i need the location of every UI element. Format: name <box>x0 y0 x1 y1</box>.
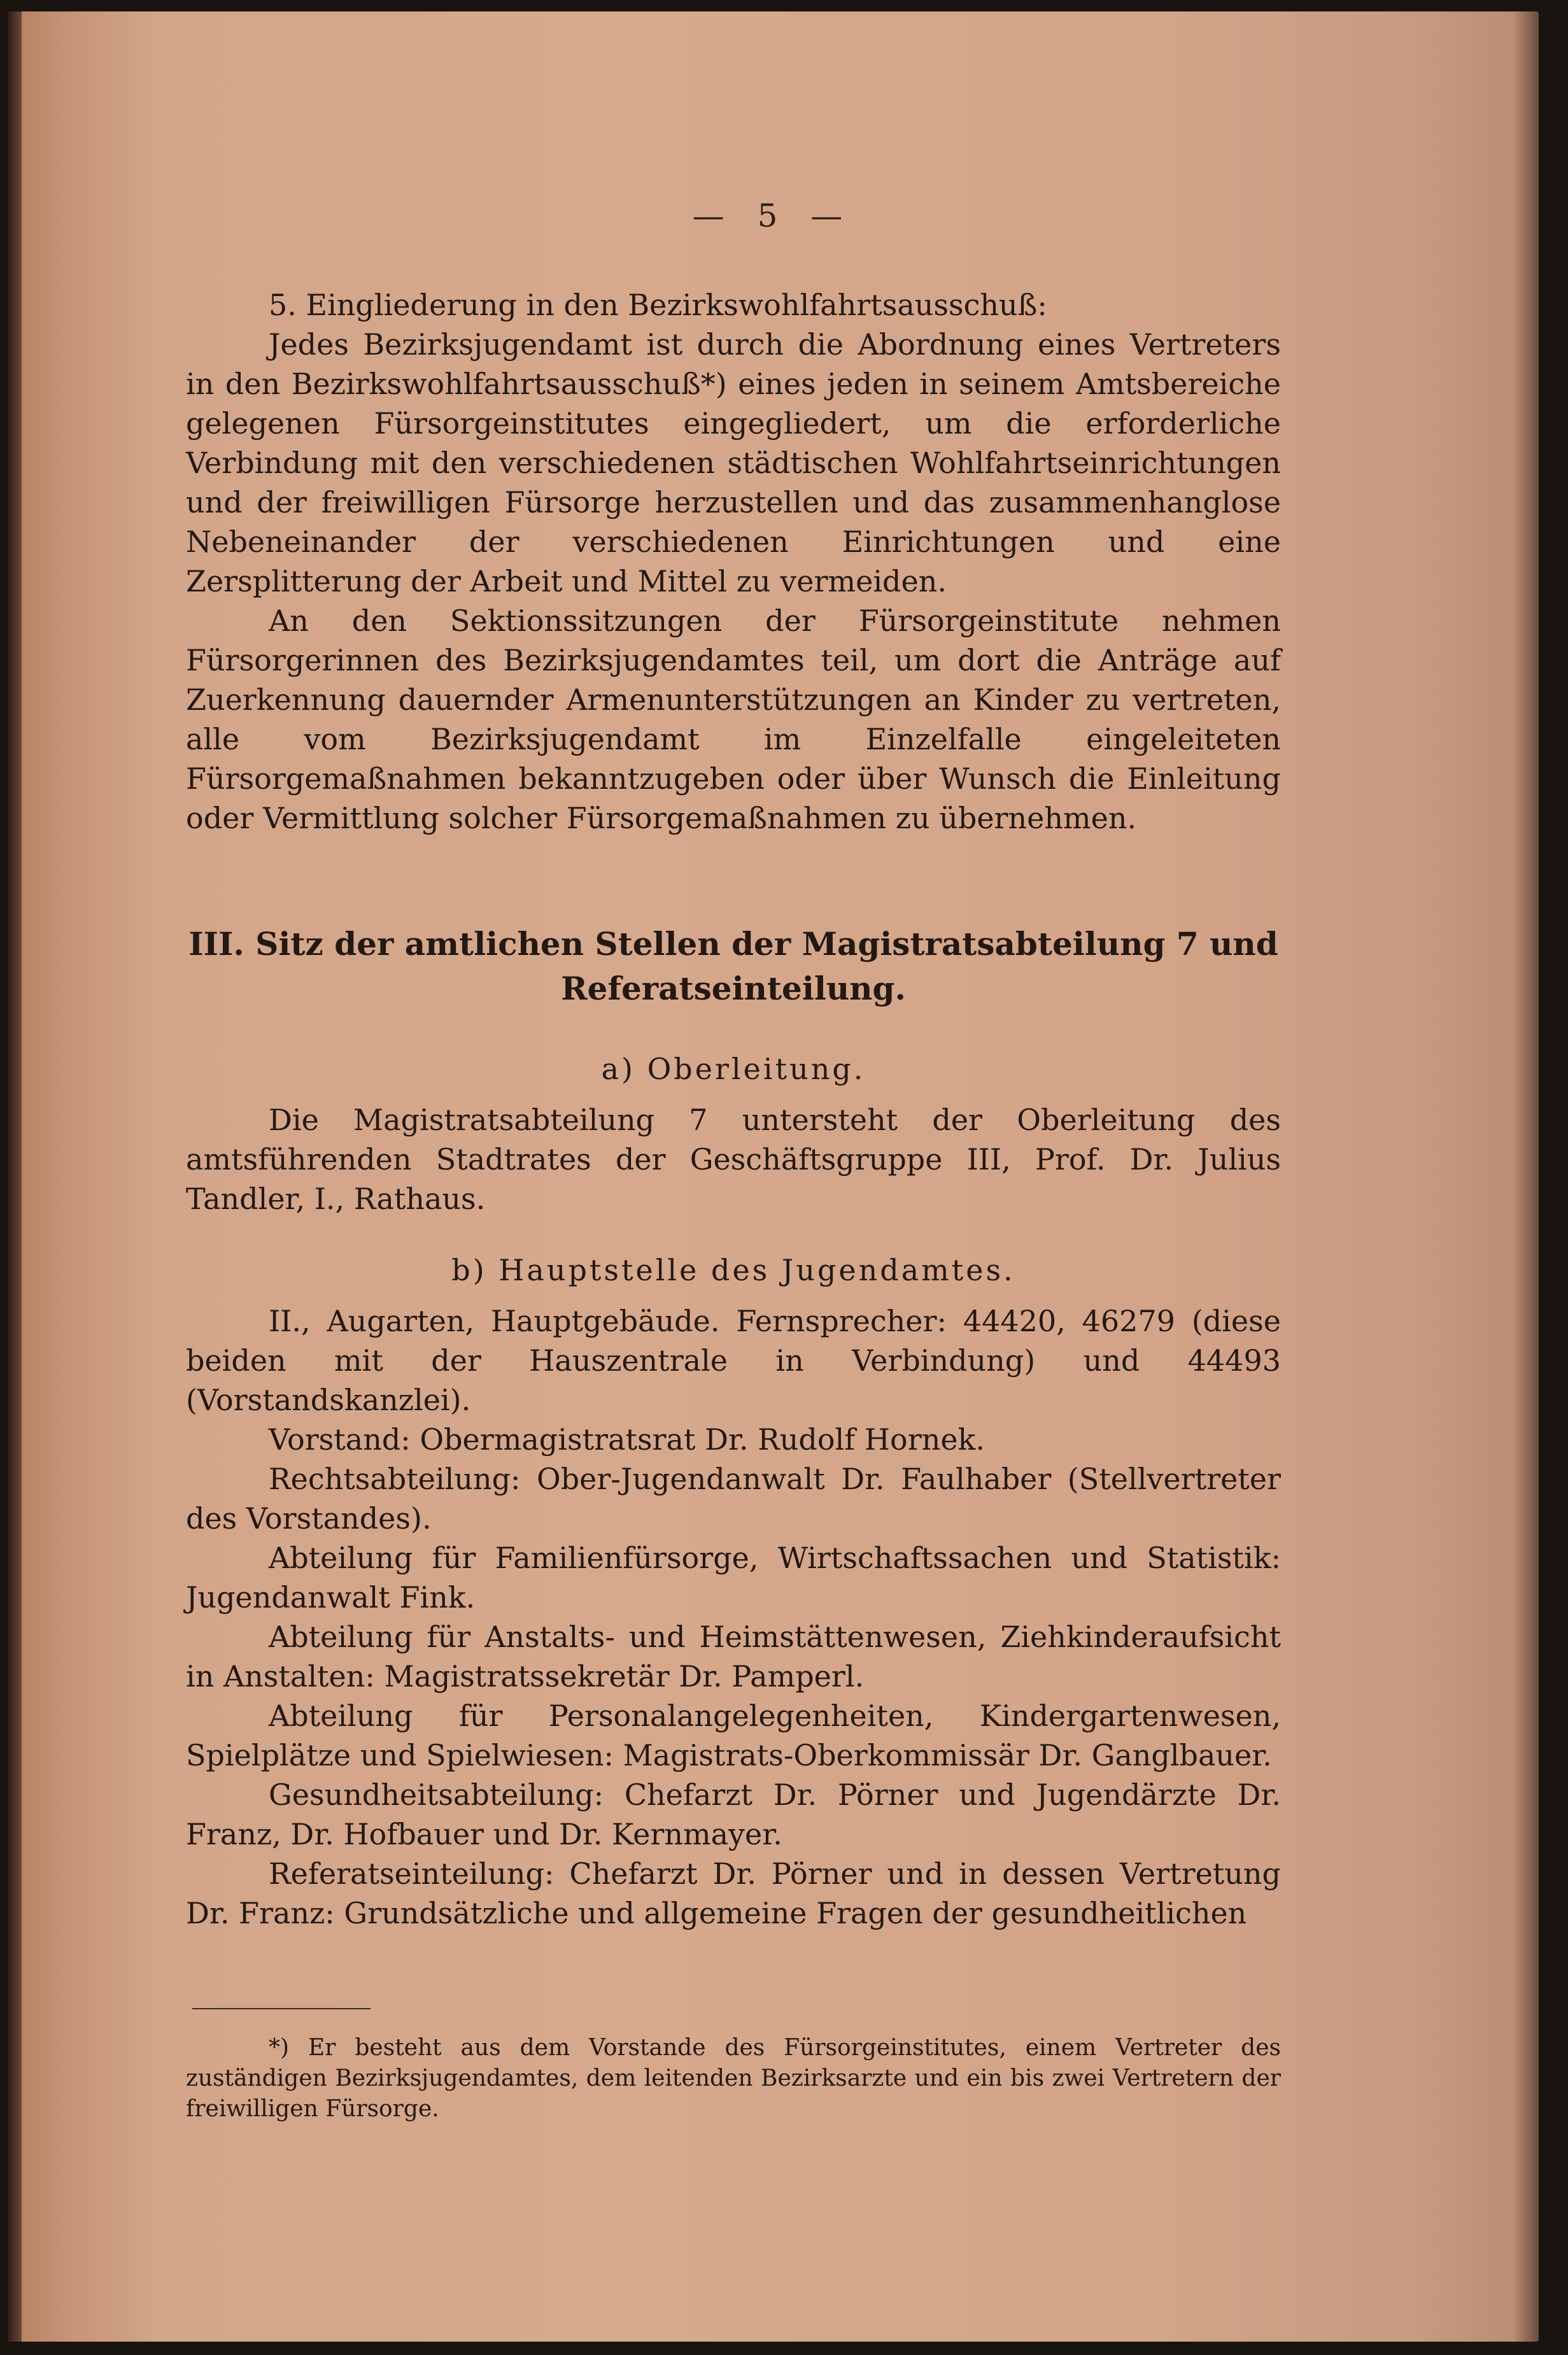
hauptstelle-paragraph: Abteilung für Personalangelegenheiten, Kindergartenwesen, Spielplätze und Spielwiesen: Magistrats-Oberkommissär Dr. Ganglbauer. <box>186 1699 1281 1772</box>
section-5 <box>186 285 1281 838</box>
hauptstelle-paragraph: Abteilung für Anstalts- und Heimstättenwesen, Ziehkinderaufsicht in Anstalten: Magistratssekretär Dr. Pamperl. <box>186 1620 1281 1694</box>
book-page <box>8 11 1539 2342</box>
subheading-hauptstelle: b) Hauptstelle des Jugendamtes. <box>451 1253 1015 1287</box>
section-5-paragraph-2: An den Sektionssitzungen der Fürsorgeinstitute nehmen Fürsorgerinnen des Bezirksjugendamtes teil, um dort die Anträge auf Zuerkennung dauernder Armenunterstützungen an Kinder zu vertreten, alle vom Bezirksjugendamt im Einzelfalle eingeleiteten Fürsorgemaßnahmen bekanntzugeben oder über Wunsch die Einleitung oder Vermittlung solcher Fürsorgemaßnahmen zu übernehmen. <box>186 604 1281 835</box>
page-number: — 5 — <box>692 197 854 234</box>
footnote-text: *) Er besteht aus dem Vorstande des Fürsorgeinstitutes, einem Vertreter des zuständigen Bezirksjugendamtes, dem leitenden Bezirksarzte und ein bis zwei Vertretern der freiwilligen Fürsorge. <box>186 2035 1281 2122</box>
section-3-heading: III. Sitz der amtlichen Stellen der Magistratsabteilung 7 und Referatseinteilung. <box>188 925 1278 1007</box>
subheading-oberleitung: a) Oberleitung. <box>601 1052 866 1086</box>
hauptstelle-paragraph: Referatseinteilung: Chefarzt Dr. Pörner und in dessen Vertretung Dr. Franz: Grundsätzliche und allgemeine Fragen der gesundheitlichen <box>186 1856 1281 1930</box>
section-3 <box>186 922 1281 1933</box>
hauptstelle-paragraph: Gesundheitsabteilung: Chefarzt Dr. Pörner und Jugendärzte Dr. Franz, Dr. Hofbauer und Dr. Kernmayer. <box>186 1778 1281 1851</box>
section-5-heading: 5. Eingliederung in den Bezirkswohlfahrtsausschuß: <box>269 288 1047 322</box>
footnote-separator <box>192 2008 371 2009</box>
hauptstelle-paragraph: Abteilung für Familienfürsorge, Wirtschaftssachen und Statistik: Jugendanwalt Fink. <box>186 1541 1281 1615</box>
hauptstelle-paragraph: Rechtsabteilung: Ober-Jugendanwalt Dr. Faulhaber (Stellvertreter des Vorstandes). <box>186 1462 1281 1536</box>
page-edge-shadow <box>1513 11 1539 2342</box>
footnote-block <box>186 2033 1281 2125</box>
hauptstelle-paragraph: Vorstand: Obermagistratsrat Dr. Rudolf Hornek. <box>269 1422 985 1457</box>
hauptstelle-paragraph: II., Augarten, Hauptgebäude. Fernsprecher: 44420, 46279 (diese beiden mit der Hauszentrale in Verbindung) und 44493 (Vorstandskanzlei). <box>186 1304 1281 1417</box>
section-5-paragraph-1: Jedes Bezirksjugendamt ist durch die Abordnung eines Vertreters in den Bezirkswohlfahrtsausschuß*) eines jeden in seinem Amtsbereiche gelegenen Fürsorgeinstitutes eingegliedert, um die erforderliche Verbindung mit den verschiedenen städtischen Wohlfahrtseinrichtungen und der freiwilligen Fürsorge herzustellen und das zusammenhanglose Nebeneinander der verschiedenen Einrichtungen und eine Zersplitterung der Arbeit und Mittel zu vermeiden. <box>186 327 1281 598</box>
oberleitung-paragraph: Die Magistratsabteilung 7 untersteht der Oberleitung des amtsführenden Stadtrates der Geschäftsgruppe III, Prof. Dr. Julius Tandler, I., Rathaus. <box>186 1103 1281 1216</box>
page-binding-shadow <box>8 11 22 2342</box>
